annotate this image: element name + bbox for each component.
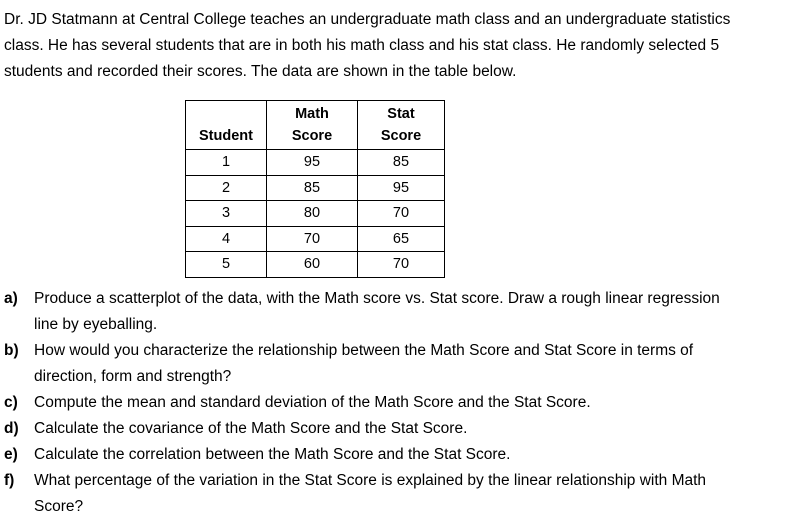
cell-student: 2 — [186, 175, 267, 201]
question-letter: d) — [4, 420, 19, 437]
question-a — [4, 286, 804, 338]
question-f — [4, 468, 804, 520]
table-row — [186, 226, 445, 252]
cell-student: 1 — [186, 150, 267, 176]
question-e — [4, 442, 804, 468]
table-row — [186, 201, 445, 227]
question-text-line: What percentage of the variation in the Stat Score is explained by the linear relationship with Math — [34, 472, 707, 489]
cell-math-score: 95 — [267, 150, 358, 176]
header-stat-line1: Stat — [387, 106, 415, 122]
question-text-line: Score? — [34, 498, 84, 515]
question-text-line: Produce a scatterplot of the data, with the Math score vs. Stat score. Draw a rough linear regression — [34, 290, 720, 307]
intro-line: Dr. JD Statmann at Central College teaches an undergraduate math class and an undergraduate statistics — [4, 11, 731, 28]
question-text-line: Calculate the correlation between the Math Score and the Stat Score. — [34, 446, 511, 463]
cell-student: 3 — [186, 201, 267, 227]
scores-table — [185, 100, 445, 278]
table-row — [186, 150, 445, 176]
question-letter: f) — [4, 472, 15, 489]
question-d — [4, 416, 804, 442]
cell-math-score: 60 — [267, 252, 358, 278]
header-math-score — [267, 101, 358, 150]
cell-stat-score: 65 — [358, 226, 445, 252]
header-student-label: Student — [199, 128, 253, 144]
header-stat-score — [358, 101, 445, 150]
cell-student: 5 — [186, 252, 267, 278]
header-stat-line2: Score — [380, 128, 422, 144]
question-text-line: direction, form and strength? — [34, 368, 232, 385]
header-math-line2: Score — [291, 128, 333, 144]
question-list — [4, 286, 804, 520]
cell-student: 4 — [186, 226, 267, 252]
table-header-row — [186, 101, 445, 150]
cell-math-score: 70 — [267, 226, 358, 252]
question-b — [4, 338, 804, 390]
cell-stat-score: 95 — [358, 175, 445, 201]
cell-stat-score: 70 — [358, 201, 445, 227]
question-letter: a) — [4, 290, 18, 307]
intro-line: class. He has several students that are in both his math class and his stat class. He randomly selected 5 — [4, 37, 720, 54]
cell-stat-score: 70 — [358, 252, 445, 278]
cell-math-score: 85 — [267, 175, 358, 201]
intro-line: students and recorded their scores. The data are shown in the table below. — [4, 63, 517, 80]
question-letter: c) — [4, 394, 18, 411]
question-text-line: Calculate the covariance of the Math Score and the Stat Score. — [34, 420, 468, 437]
table-row — [186, 175, 445, 201]
cell-stat-score: 85 — [358, 150, 445, 176]
table-row — [186, 252, 445, 278]
question-text-line: Compute the mean and standard deviation of the Math Score and the Stat Score. — [34, 394, 591, 411]
question-letter: b) — [4, 342, 19, 359]
question-letter: e) — [4, 446, 18, 463]
question-text-line: line by eyeballing. — [34, 316, 158, 333]
header-math-line1: Math — [295, 106, 329, 122]
cell-math-score: 80 — [267, 201, 358, 227]
question-c — [4, 390, 804, 416]
intro-paragraph — [4, 7, 804, 85]
header-student — [186, 101, 267, 150]
question-text-line: How would you characterize the relationship between the Math Score and Stat Score in terms of — [34, 342, 694, 359]
